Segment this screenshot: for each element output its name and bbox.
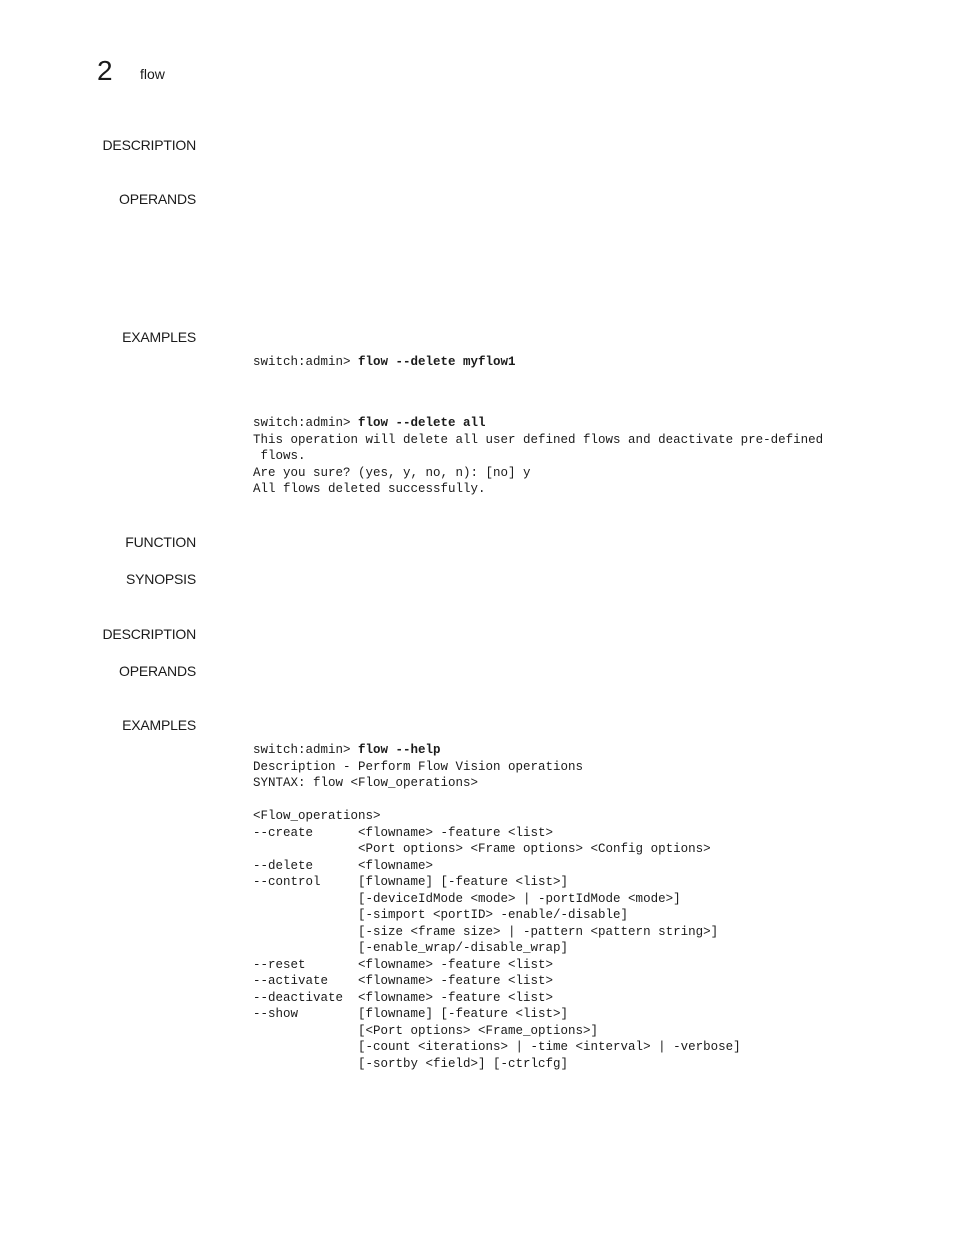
shell-command: flow --delete all	[358, 416, 486, 430]
code-output-line: --control [flowname] [-feature <list>]	[253, 875, 569, 889]
section-heading-function: FUNCTION	[125, 534, 196, 550]
code-example-delete-myflow	[253, 354, 516, 371]
code-output-line	[253, 792, 741, 809]
code-output-line: --create <flowname> -feature <list>	[253, 825, 554, 840]
code-output-line: This operation will delete all user defined flows and deactivate pre-defined	[253, 432, 824, 447]
code-output-line: [-size <frame size> | -pattern <pattern string>]	[253, 924, 719, 939]
code-line	[253, 742, 741, 759]
section-heading-synopsis: SYNOPSIS	[126, 571, 196, 587]
code-output-line: --delete <flowname>	[253, 858, 434, 873]
code-output-line: --show [flowname] [-feature <list>]	[253, 1007, 569, 1021]
section-heading-operands: OPERANDS	[119, 663, 196, 679]
code-output-line: --activate <flowname> -feature <list>	[253, 974, 554, 988]
code-output-line: --reset <flowname> -feature <list>	[253, 957, 554, 972]
shell-command: flow --help	[358, 743, 441, 757]
section-heading-examples: EXAMPLES	[122, 717, 196, 733]
section-heading-description: DESCRIPTION	[102, 626, 196, 642]
code-output-line: [-deviceIdMode <mode> | -portIdMode <mode>]	[253, 891, 681, 906]
code-example-help	[253, 742, 741, 1072]
code-output-line: --deactivate <flowname> -feature <list>	[253, 990, 554, 1005]
code-output-line: <Port options> <Frame options> <Config options>	[253, 842, 711, 856]
shell-prompt: switch:admin>	[253, 743, 359, 757]
code-line	[253, 354, 516, 371]
section-heading-operands: OPERANDS	[119, 191, 196, 207]
shell-prompt: switch:admin>	[253, 355, 359, 369]
code-output-line: Are you sure? (yes, y, no, n): [no] y	[253, 465, 531, 480]
shell-command: flow --delete myflow1	[358, 355, 516, 369]
code-example-delete-all	[253, 415, 823, 498]
chapter-title: flow	[140, 66, 165, 82]
chapter-number: 2	[97, 55, 113, 86]
code-output-line: All flows deleted successfully.	[253, 482, 486, 496]
code-output-line: [-sortby <field>] [-ctrlcfg]	[253, 1056, 569, 1071]
section-heading-description: DESCRIPTION	[102, 137, 196, 153]
code-output-line: SYNTAX: flow <Flow_operations>	[253, 776, 479, 790]
code-output-line: [-simport <portID> -enable/-disable]	[253, 908, 629, 922]
code-output-line: [-enable_wrap/-disable_wrap]	[253, 941, 569, 955]
code-output-line: Description - Perform Flow Vision operations	[253, 759, 584, 774]
shell-prompt: switch:admin>	[253, 416, 359, 430]
code-line	[253, 415, 823, 432]
code-output-line: [<Port options> <Frame_options>]	[253, 1023, 599, 1038]
section-heading-examples: EXAMPLES	[122, 329, 196, 345]
code-output-line: <Flow_operations>	[253, 809, 381, 823]
code-output-line: flows.	[253, 449, 306, 463]
code-output-line: [-count <iterations> | -time <interval> | -verbose]	[253, 1040, 741, 1054]
